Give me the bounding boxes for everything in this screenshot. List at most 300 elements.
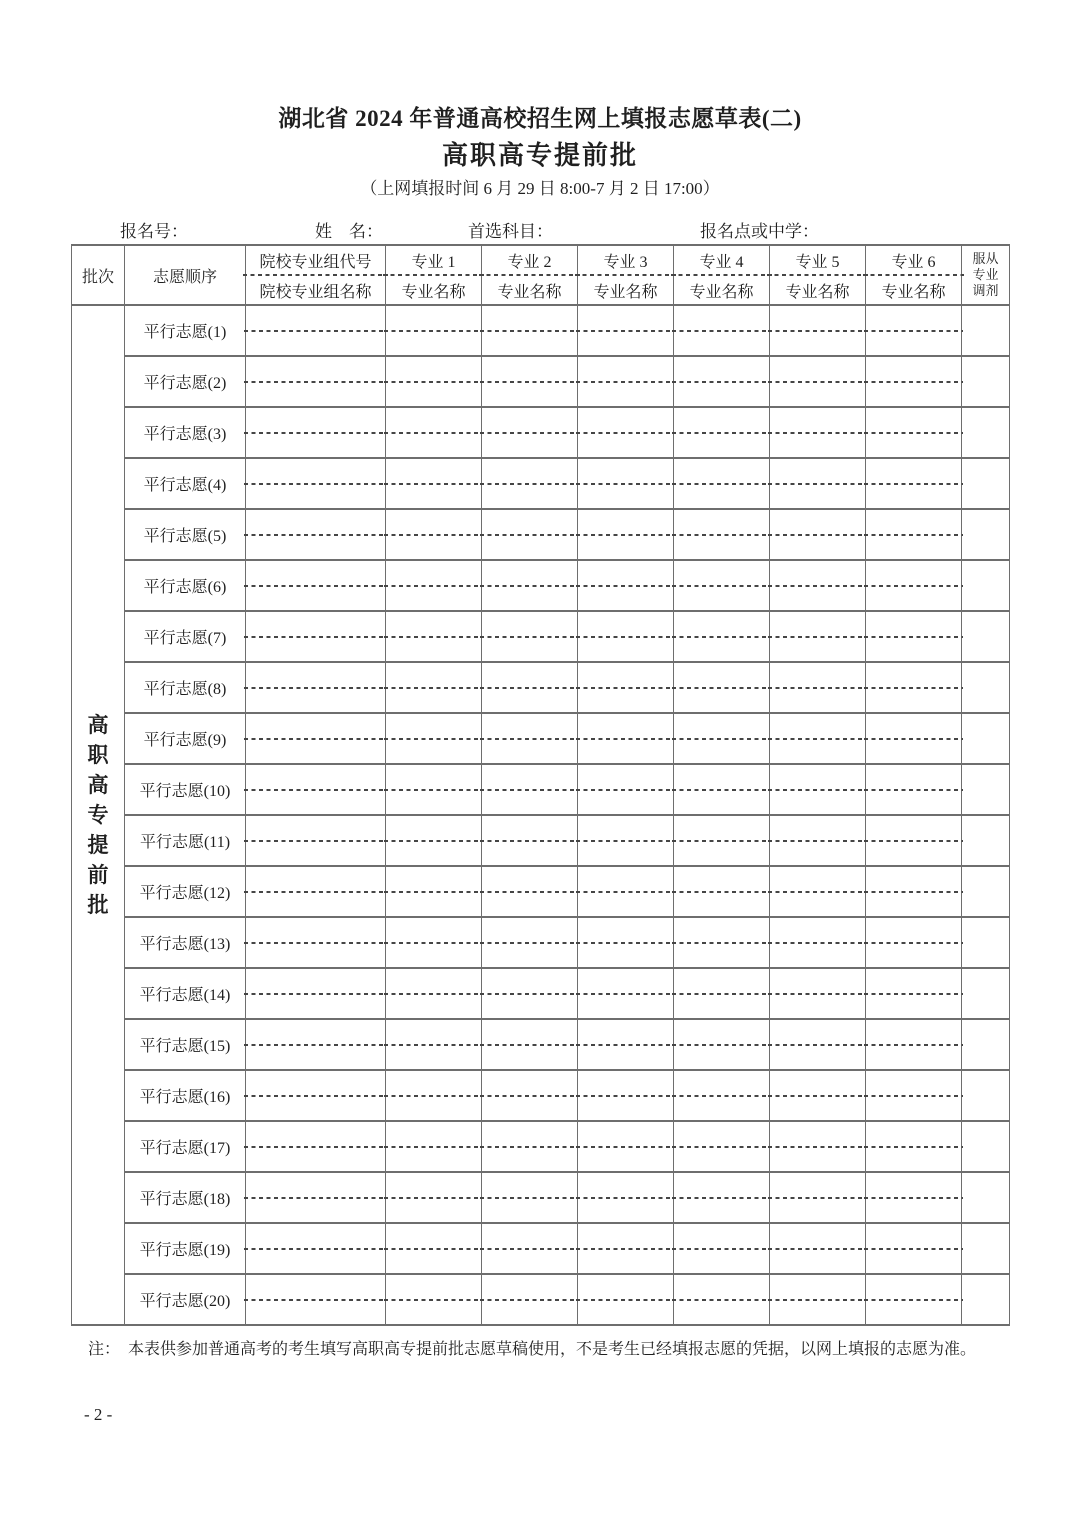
volunteer-row-7 [72, 611, 1010, 662]
major-entry-cell-2 [482, 764, 578, 815]
dashed-writing-line [864, 891, 963, 893]
major-entry-cell-4 [674, 662, 770, 713]
major-entry-cell-5 [770, 1019, 866, 1070]
dashed-writing-line [672, 1299, 771, 1301]
dashed-writing-line [244, 432, 387, 434]
dashed-writing-line [384, 1197, 483, 1199]
major-entry-cell-4 [674, 407, 770, 458]
dashed-writing-line [244, 1095, 387, 1097]
dashed-writing-line [768, 1146, 867, 1148]
major-entry-cell-3 [578, 305, 674, 356]
group-entry-cell [246, 917, 386, 968]
dashed-writing-line [384, 432, 483, 434]
major-entry-cell-3 [578, 560, 674, 611]
dashed-writing-line [672, 636, 771, 638]
adjust-entry-cell [962, 356, 1010, 407]
major-entry-cell-4 [674, 1019, 770, 1070]
dashed-writing-line [672, 1146, 771, 1148]
major-entry-cell-5 [770, 917, 866, 968]
dashed-writing-line [768, 1299, 867, 1301]
dashed-writing-line [864, 483, 963, 485]
major-entry-cell-3 [578, 407, 674, 458]
major-entry-cell-1 [386, 611, 482, 662]
adjust-entry-cell [962, 509, 1010, 560]
header-adjust [962, 245, 1010, 305]
major-entry-cell-6 [866, 815, 962, 866]
footer-note [88, 1339, 1080, 1361]
volunteer-row-15 [72, 1019, 1010, 1070]
dashed-writing-line [384, 942, 483, 944]
major-entry-cell-5 [770, 1121, 866, 1172]
dashed-writing-line [384, 687, 483, 689]
major-entry-cell-4 [674, 1223, 770, 1274]
dashed-writing-line [768, 1248, 867, 1250]
major-entry-cell-2 [482, 1172, 578, 1223]
major-entry-cell-6 [866, 1019, 962, 1070]
major-number-label: 专业 2 [507, 253, 552, 271]
row-label: 平行志愿(20) [125, 1274, 246, 1325]
dashed-writing-line [244, 585, 387, 587]
batch-char: 专 [87, 803, 109, 827]
dashed-writing-line [768, 738, 867, 740]
dashed-writing-line [244, 381, 387, 383]
dashed-writing-line [480, 432, 579, 434]
major-entry-cell-5 [770, 662, 866, 713]
major-entry-cell-4 [674, 764, 770, 815]
major-entry-cell-1 [386, 1223, 482, 1274]
dashed-writing-line [576, 789, 675, 791]
group-entry-cell [246, 968, 386, 1019]
major-entry-cell-6 [866, 458, 962, 509]
adjust-entry-cell [962, 917, 1010, 968]
dashed-writing-line [244, 738, 387, 740]
major-entry-cell-3 [578, 662, 674, 713]
dashed-writing-line [864, 432, 963, 434]
major-entry-cell-5 [770, 1274, 866, 1325]
major-entry-cell-4 [674, 1274, 770, 1325]
major-entry-cell-5 [770, 611, 866, 662]
dashed-writing-line [576, 993, 675, 995]
row-label: 平行志愿(12) [125, 866, 246, 917]
major-entry-cell-5 [770, 1223, 866, 1274]
major-entry-cell-6 [866, 866, 962, 917]
major-entry-cell-1 [386, 356, 482, 407]
batch-char: 前 [87, 863, 109, 887]
dashed-writing-line [384, 534, 483, 536]
volunteer-row-16 [72, 1070, 1010, 1121]
group-entry-cell [246, 560, 386, 611]
major-entry-cell-1 [386, 1070, 482, 1121]
dashed-writing-line [384, 789, 483, 791]
major-entry-cell-5 [770, 356, 866, 407]
dashed-writing-line [864, 381, 963, 383]
batch-char: 提 [87, 833, 109, 857]
group-entry-cell [246, 815, 386, 866]
field-label-reg-number: 报名号： [120, 222, 188, 241]
dashed-writing-line [768, 789, 867, 791]
header-major-2 [482, 245, 578, 305]
group-entry-cell [246, 1019, 386, 1070]
major-entry-cell-5 [770, 509, 866, 560]
dashed-writing-line [864, 1197, 963, 1199]
dashed-writing-line [576, 1299, 675, 1301]
major-entry-cell-4 [674, 815, 770, 866]
dashed-writing-line [576, 585, 675, 587]
adjust-line-2: 专业 [972, 267, 999, 282]
dashed-writing-line [480, 1095, 579, 1097]
major-entry-cell-4 [674, 509, 770, 560]
volunteer-row-6 [72, 560, 1010, 611]
volunteer-row-11 [72, 815, 1010, 866]
dashed-writing-line [576, 1044, 675, 1046]
volunteer-row-12 [72, 866, 1010, 917]
dashed-writing-line [244, 687, 387, 689]
adjust-entry-cell [962, 815, 1010, 866]
major-entry-cell-3 [578, 356, 674, 407]
major-name-label: 专业名称 [593, 283, 658, 301]
major-entry-cell-1 [386, 1121, 482, 1172]
major-entry-cell-4 [674, 611, 770, 662]
major-entry-cell-2 [482, 305, 578, 356]
group-entry-cell [246, 662, 386, 713]
row-label: 平行志愿(3) [125, 407, 246, 458]
group-entry-cell [246, 764, 386, 815]
adjust-entry-cell [962, 866, 1010, 917]
dashed-writing-line [672, 1095, 771, 1097]
dashed-writing-line [672, 942, 771, 944]
row-label: 平行志愿(7) [125, 611, 246, 662]
major-entry-cell-2 [482, 407, 578, 458]
major-number-label: 专业 6 [891, 253, 936, 271]
major-name-label: 专业名称 [881, 283, 946, 301]
dashed-writing-line [480, 1248, 579, 1250]
major-entry-cell-3 [578, 764, 674, 815]
adjust-entry-cell [962, 560, 1010, 611]
major-entry-cell-3 [578, 1019, 674, 1070]
adjust-line-3: 调剂 [972, 283, 999, 298]
dashed-writing-line [768, 381, 867, 383]
major-entry-cell-4 [674, 1121, 770, 1172]
major-entry-cell-2 [482, 1019, 578, 1070]
row-label: 平行志愿(19) [125, 1223, 246, 1274]
dashed-writing-line [576, 381, 675, 383]
dashed-writing-line [864, 1146, 963, 1148]
dashed-writing-line [864, 789, 963, 791]
major-entry-cell-2 [482, 1274, 578, 1325]
major-entry-cell-4 [674, 305, 770, 356]
row-label: 平行志愿(8) [125, 662, 246, 713]
major-entry-cell-3 [578, 458, 674, 509]
major-entry-cell-1 [386, 1172, 482, 1223]
group-entry-cell [246, 866, 386, 917]
dashed-writing-line [672, 1044, 771, 1046]
dashed-writing-line [244, 1044, 387, 1046]
dashed-writing-line [576, 840, 675, 842]
header-major-5 [770, 245, 866, 305]
row-label: 平行志愿(1) [125, 305, 246, 356]
adjust-entry-cell [962, 713, 1010, 764]
major-number-label: 专业 5 [795, 253, 840, 271]
major-entry-cell-5 [770, 866, 866, 917]
dashed-writing-line [864, 1299, 963, 1301]
group-entry-cell [246, 713, 386, 764]
batch-char: 高 [87, 713, 109, 737]
row-label: 平行志愿(14) [125, 968, 246, 1019]
dashed-writing-line [864, 738, 963, 740]
dashed-writing-line [480, 1299, 579, 1301]
dashed-writing-line [864, 1044, 963, 1046]
major-entry-cell-6 [866, 611, 962, 662]
dashed-writing-line [576, 1146, 675, 1148]
major-entry-cell-5 [770, 764, 866, 815]
adjust-entry-cell [962, 1121, 1010, 1172]
dashed-writing-line [672, 1197, 771, 1199]
major-entry-cell-5 [770, 815, 866, 866]
major-entry-cell-4 [674, 1070, 770, 1121]
adjust-entry-cell [962, 968, 1010, 1019]
group-entry-cell [246, 509, 386, 560]
row-label: 平行志愿(10) [125, 764, 246, 815]
dashed-writing-line [864, 585, 963, 587]
major-entry-cell-5 [770, 1172, 866, 1223]
major-entry-cell-2 [482, 662, 578, 713]
dashed-writing-line [576, 738, 675, 740]
dashed-writing-line [672, 483, 771, 485]
major-entry-cell-4 [674, 356, 770, 407]
dashed-writing-line [672, 534, 771, 536]
row-label: 平行志愿(4) [125, 458, 246, 509]
volunteer-row-19 [72, 1223, 1010, 1274]
dashed-writing-line [480, 789, 579, 791]
batch-title: 高职高专提前批 [441, 141, 638, 170]
page-title: 湖北省 2024 年普通高校招生网上填报志愿草表(二) [278, 106, 802, 131]
major-entry-cell-4 [674, 866, 770, 917]
major-entry-cell-3 [578, 611, 674, 662]
major-entry-cell-1 [386, 713, 482, 764]
dashed-writing-line [672, 840, 771, 842]
major-entry-cell-2 [482, 1070, 578, 1121]
major-entry-cell-5 [770, 407, 866, 458]
major-entry-cell-6 [866, 1223, 962, 1274]
dashed-writing-line [864, 840, 963, 842]
dashed-writing-line [384, 381, 483, 383]
major-entry-cell-3 [578, 917, 674, 968]
field-label-school: 报名点或中学： [700, 222, 819, 241]
dashed-writing-line [244, 534, 387, 536]
major-entry-cell-3 [578, 713, 674, 764]
adjust-entry-cell [962, 458, 1010, 509]
major-entry-cell-1 [386, 1274, 482, 1325]
batch-char: 职 [87, 743, 109, 767]
major-entry-cell-1 [386, 509, 482, 560]
row-label: 平行志愿(18) [125, 1172, 246, 1223]
dashed-writing-line [576, 534, 675, 536]
major-entry-cell-1 [386, 560, 482, 611]
header-major-6 [866, 245, 962, 305]
dashed-writing-line [864, 1095, 963, 1097]
adjust-line-1: 服从 [972, 251, 999, 266]
major-entry-cell-4 [674, 713, 770, 764]
adjust-entry-cell [962, 1070, 1010, 1121]
dashed-writing-line [480, 483, 579, 485]
dashed-writing-line [384, 636, 483, 638]
row-label: 平行志愿(17) [125, 1121, 246, 1172]
major-entry-cell-2 [482, 509, 578, 560]
group-name-label: 院校专业组名称 [259, 283, 372, 301]
dashed-writing-line [480, 891, 579, 893]
major-entry-cell-3 [578, 815, 674, 866]
dashed-writing-line [768, 840, 867, 842]
major-entry-cell-4 [674, 968, 770, 1019]
major-entry-cell-1 [386, 815, 482, 866]
dashed-writing-line [768, 636, 867, 638]
dashed-writing-line [244, 891, 387, 893]
group-entry-cell [246, 1274, 386, 1325]
dashed-writing-line [672, 891, 771, 893]
major-entry-cell-6 [866, 407, 962, 458]
dashed-writing-line [768, 432, 867, 434]
note-label: 注： [88, 1341, 121, 1358]
major-entry-cell-4 [674, 917, 770, 968]
major-entry-cell-6 [866, 713, 962, 764]
major-entry-cell-2 [482, 713, 578, 764]
adjust-entry-cell [962, 1223, 1010, 1274]
row-label: 平行志愿(11) [125, 815, 246, 866]
dashed-writing-line [244, 1146, 387, 1148]
dashed-writing-line [384, 483, 483, 485]
volunteer-row-9 [72, 713, 1010, 764]
dashed-writing-line [384, 840, 483, 842]
major-entry-cell-2 [482, 968, 578, 1019]
dashed-writing-line [864, 993, 963, 995]
adjust-entry-cell [962, 1274, 1010, 1325]
dashed-writing-line [480, 1146, 579, 1148]
major-entry-cell-3 [578, 866, 674, 917]
dashed-writing-line [672, 1248, 771, 1250]
volunteer-row-13 [72, 917, 1010, 968]
dashed-writing-line [480, 1044, 579, 1046]
major-entry-cell-5 [770, 713, 866, 764]
dashed-writing-line [864, 330, 963, 332]
dashed-writing-line [576, 330, 675, 332]
group-entry-cell [246, 356, 386, 407]
dashed-writing-line [480, 942, 579, 944]
dashed-writing-line [384, 738, 483, 740]
major-entry-cell-1 [386, 1019, 482, 1070]
major-entry-cell-2 [482, 560, 578, 611]
major-entry-cell-3 [578, 1121, 674, 1172]
dashed-writing-line [576, 1248, 675, 1250]
dashed-writing-line [672, 432, 771, 434]
major-entry-cell-6 [866, 662, 962, 713]
adjust-entry-cell [962, 764, 1010, 815]
major-name-label: 专业名称 [497, 283, 562, 301]
batch-vertical-label [72, 305, 125, 1325]
dashed-writing-line [384, 1095, 483, 1097]
dashed-writing-line [244, 789, 387, 791]
dashed-writing-line [244, 330, 387, 332]
dashed-writing-line [244, 1197, 387, 1199]
major-entry-cell-1 [386, 968, 482, 1019]
row-label: 平行志愿(16) [125, 1070, 246, 1121]
major-entry-cell-3 [578, 1070, 674, 1121]
dashed-writing-line [384, 1299, 483, 1301]
dashed-writing-line [576, 432, 675, 434]
dashed-writing-line [480, 534, 579, 536]
dashed-writing-line [576, 1197, 675, 1199]
major-entry-cell-2 [482, 458, 578, 509]
batch-char: 高 [87, 773, 109, 797]
dashed-writing-line [768, 993, 867, 995]
dashed-writing-line [672, 789, 771, 791]
dashed-writing-line [244, 1299, 387, 1301]
dashed-writing-line [768, 534, 867, 536]
group-entry-cell [246, 611, 386, 662]
dashed-writing-line [576, 1095, 675, 1097]
major-entry-cell-2 [482, 866, 578, 917]
dashed-writing-line [864, 1248, 963, 1250]
volunteer-row-3 [72, 407, 1010, 458]
dashed-writing-line [768, 1044, 867, 1046]
volunteer-row-10 [72, 764, 1010, 815]
group-entry-cell [246, 407, 386, 458]
dashed-writing-line [864, 636, 963, 638]
dashed-writing-line [864, 687, 963, 689]
header-batch: 批次 [72, 245, 125, 305]
major-entry-cell-4 [674, 560, 770, 611]
major-entry-cell-2 [482, 356, 578, 407]
dashed-writing-line [576, 483, 675, 485]
note-text: 本表供参加普通高考的考生填写高职高专提前批志愿草稿使用，不是考生已经填报志愿的凭据，以网上填报的志愿为准。 [128, 1341, 977, 1358]
major-entry-cell-1 [386, 407, 482, 458]
dashed-writing-line [576, 942, 675, 944]
major-entry-cell-5 [770, 968, 866, 1019]
batch-vertical-text [72, 710, 124, 920]
group-entry-cell [246, 305, 386, 356]
dashed-writing-line [576, 687, 675, 689]
major-entry-cell-1 [386, 866, 482, 917]
dashed-writing-line [384, 1146, 483, 1148]
dashed-writing-line [768, 891, 867, 893]
candidate-info-row [0, 220, 1080, 244]
dashed-writing-line [384, 1044, 483, 1046]
adjust-entry-cell [962, 1019, 1010, 1070]
major-entry-cell-6 [866, 1274, 962, 1325]
batch-char: 批 [87, 893, 109, 917]
major-entry-cell-4 [674, 1172, 770, 1223]
group-entry-cell [246, 1070, 386, 1121]
major-entry-cell-6 [866, 356, 962, 407]
major-entry-cell-2 [482, 815, 578, 866]
dashed-writing-line [576, 891, 675, 893]
major-entry-cell-4 [674, 458, 770, 509]
dashed-writing-line [384, 1248, 483, 1250]
header-group [246, 245, 386, 305]
adjust-entry-cell [962, 662, 1010, 713]
major-entry-cell-2 [482, 1223, 578, 1274]
row-label: 平行志愿(5) [125, 509, 246, 560]
adjust-entry-cell [962, 305, 1010, 356]
dashed-writing-line [864, 942, 963, 944]
group-entry-cell [246, 1172, 386, 1223]
adjust-entry-cell [962, 1172, 1010, 1223]
dashed-writing-line [480, 687, 579, 689]
volunteer-row-20 [72, 1274, 1010, 1325]
major-entry-cell-1 [386, 305, 482, 356]
major-entry-cell-1 [386, 917, 482, 968]
header-order: 志愿顺序 [125, 245, 246, 305]
dashed-writing-line [864, 534, 963, 536]
